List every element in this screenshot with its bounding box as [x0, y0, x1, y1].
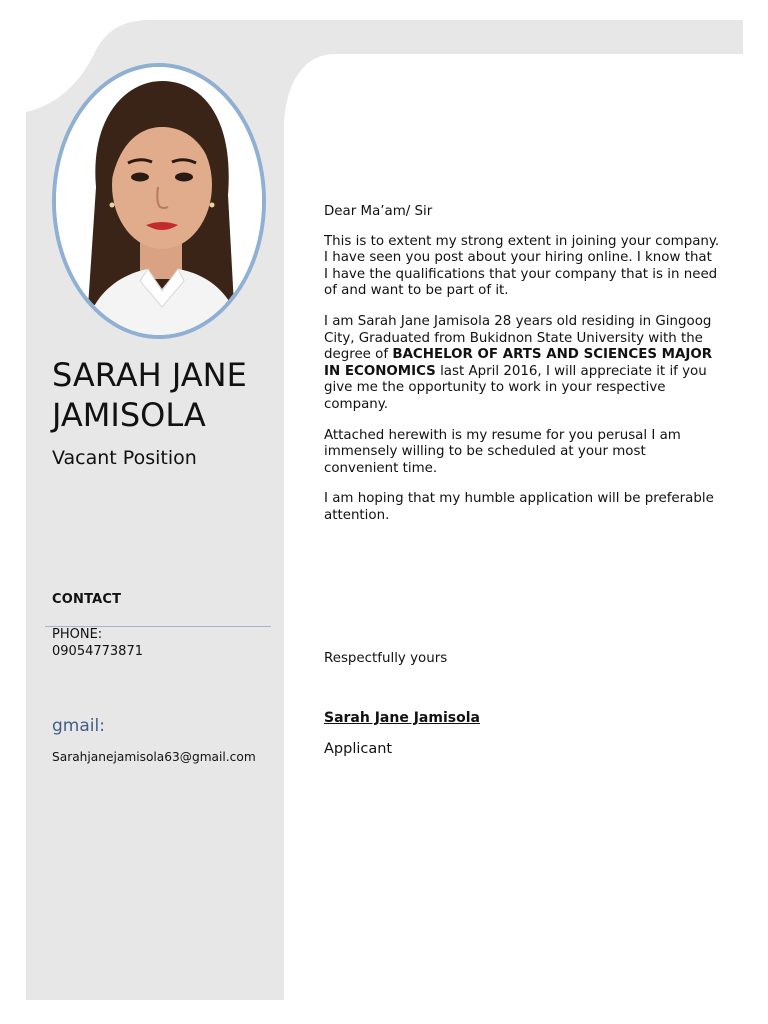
- signature-name: Sarah Jane Jamisola: [324, 710, 480, 726]
- signature-title: Applicant: [324, 741, 393, 757]
- letter-paragraph-4: I am hoping that my humble application will be preferable attention.: [324, 491, 714, 523]
- letter-body: [324, 204, 720, 539]
- degree-text: BACHELOR OF ARTS AND SCIENCES MAJOR IN ECONOMICS: [324, 347, 713, 379]
- gmail-label: gmail:: [52, 716, 105, 736]
- letter-paragraph-2-end: last April 2016, I will appreciate it if you give me the opportunity to work in your respective company.: [324, 363, 707, 412]
- letter-paragraph-2-start: I am Sarah Jane Jamisola 28 years old residing in Gingoog City, Graduated from Bukidnon State University with the degree of: [324, 313, 712, 363]
- gmail-address: Sarahjanejamisola63@gmail.com: [52, 750, 256, 764]
- letter-paragraph-1: This is to extent my strong extent in joining your company. I have seen you post about your hiring online. I know that I have the qualifications that your company that is in need of and want to be part of it.: [324, 233, 720, 299]
- applicant-name: SARAH JANE JAMISOLA: [52, 356, 247, 434]
- portrait-photo-icon: [56, 67, 262, 335]
- phone-label: PHONE:: [52, 627, 103, 642]
- letter-greeting: Dear Ma’am/ Sir: [324, 204, 433, 219]
- vacant-position-label: Vacant Position: [52, 447, 197, 469]
- letter-paragraph-2: [324, 314, 720, 414]
- profile-photo: [52, 63, 266, 339]
- letter-closing: Respectfully yours: [324, 651, 448, 666]
- phone-value: 09054773871: [52, 644, 143, 659]
- contact-heading: CONTACT: [52, 592, 122, 607]
- letter-paragraph-3: Attached herewith is my resume for you perusal I am immensely willing to be scheduled at your most convenient time.: [324, 427, 681, 476]
